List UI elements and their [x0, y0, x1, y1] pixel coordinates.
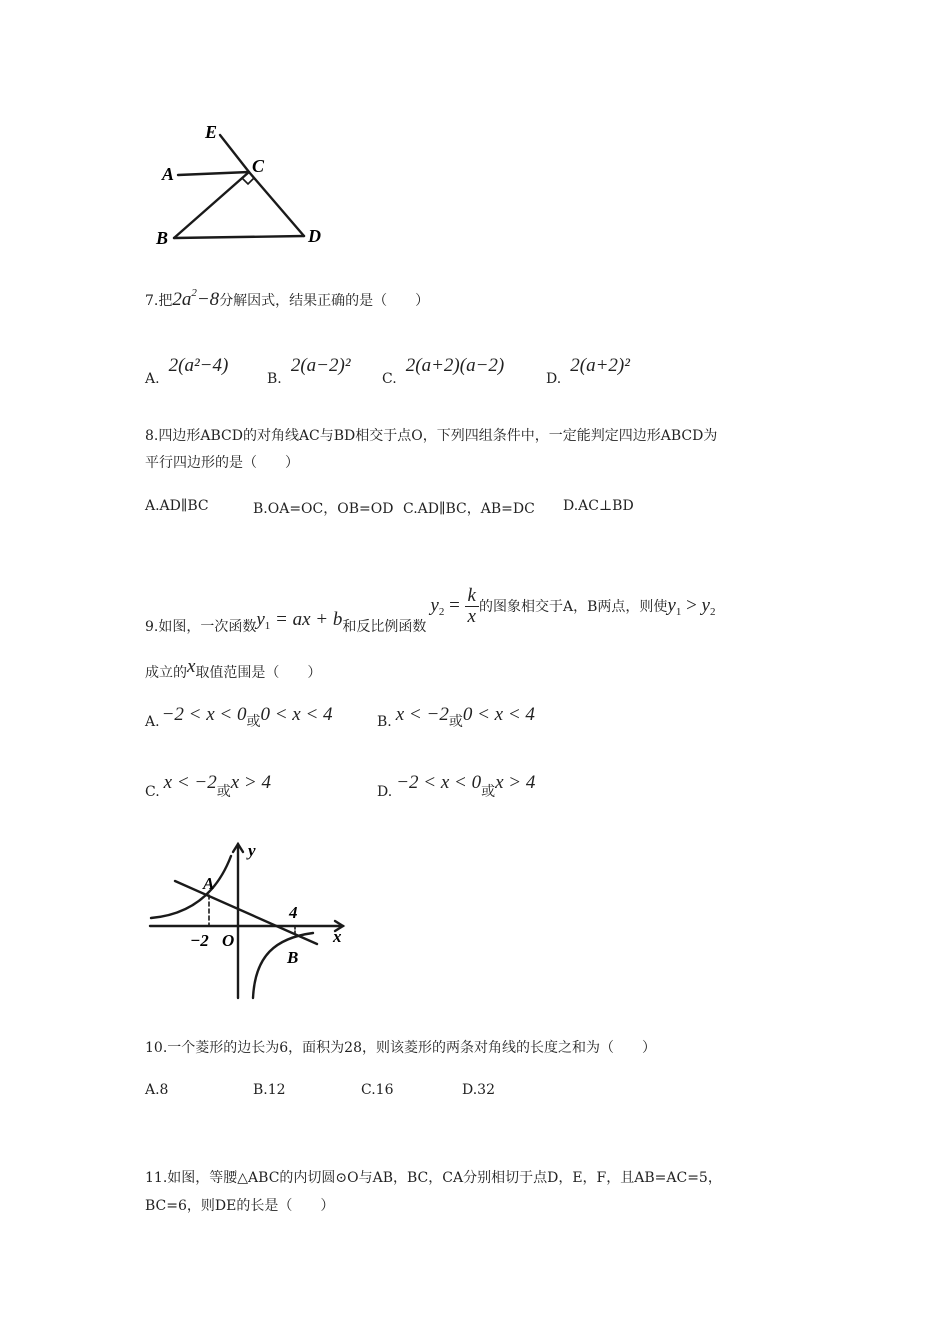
q9-x-variable: x: [187, 656, 196, 677]
q11-line-1: 11.如图，等腰△ABC的内切圆⊙O与AB，BC，CA分别相切于点D，E，F，且AB=AC=5，: [145, 1170, 722, 1186]
q10-question: 10.一个菱形的边长为6，面积为28，则该菱形的两条对角线的长度之和为（ ）: [145, 1040, 656, 1056]
graph-label-x: x: [333, 927, 342, 946]
q7-option-b: B. 2(a−2)²: [267, 355, 351, 387]
q9-option-d: D. −2 < x < 0或x > 4: [377, 772, 536, 800]
label-a: A: [162, 164, 175, 184]
graph-label-y: y: [248, 841, 256, 860]
q9-part-4: 成立的: [145, 665, 187, 681]
q9-option-c: C. x < −2或x > 4: [145, 772, 272, 800]
q8-option-c: C.AD∥BC，AB=DC: [403, 501, 535, 517]
q7-option-a: A. 2(a²−4): [145, 355, 229, 387]
q7-option-c: C. 2(a+2)(a−2): [382, 355, 505, 387]
q9-part-5: 取值范围是（ ）: [195, 665, 322, 681]
q9-part-1: 9.如图，一次函数: [145, 618, 257, 635]
label-e: E: [205, 122, 218, 142]
q8-option-b: B.OA=OC，OB=OD: [253, 501, 394, 517]
q8-option-d: D.AC⊥BD: [563, 498, 634, 514]
q8-line-1: 8.四边形ABCD的对角线AC与BD相交于点O，下列四组条件中，一定能判定四边形ABCD为: [145, 428, 718, 444]
q9-y2-expression: $y_2$ = $\frac{k}{x}$: [430, 595, 479, 616]
q11-line-2: BC=6，则DE的长是（ ）: [145, 1198, 335, 1214]
label-c: C: [252, 156, 265, 176]
q9-part-2: 和反比例函数: [342, 618, 427, 635]
line-ec: [220, 135, 249, 172]
hyperbola-branch-right: [253, 933, 313, 998]
graph-label-4: 4: [289, 903, 298, 922]
line-cb: [174, 172, 249, 238]
line-bd: [174, 236, 304, 238]
q8-line-2: 平行四边形的是（ ）: [145, 455, 299, 471]
question-9-line-1: [145, 585, 716, 635]
line-ac: [178, 172, 249, 175]
label-b: B: [156, 228, 169, 248]
q9-part-3: 的图象相交于A，B两点，则使: [478, 598, 668, 615]
graph-label-a: A: [203, 874, 215, 893]
q10-option-a: A.8: [145, 1082, 169, 1098]
question-9-line-2: [145, 656, 322, 683]
q7-option-d: D. 2(a+2)²: [546, 355, 630, 387]
q8-option-a: A.AD∥BC: [145, 498, 209, 514]
q10-option-c: C.16: [361, 1082, 394, 1098]
q10-option-b: B.12: [253, 1082, 286, 1098]
figure-function-graph: [145, 838, 355, 1003]
q10-option-d: D.32: [462, 1082, 495, 1098]
q7-expression: $2a^2-8$: [172, 287, 220, 310]
q9-option-a: A. −2 < x < 0或0 < x < 4: [145, 704, 333, 730]
graph-label-o: O: [222, 931, 235, 950]
right-angle-mark: [242, 178, 254, 184]
q7-prefix: 把: [158, 293, 173, 309]
q9-inequality: $y_1 > y_2$: [667, 594, 716, 618]
graph-label-neg2: −2: [190, 931, 209, 950]
label-d: D: [308, 226, 321, 246]
figure-triangle-abcd: [150, 120, 340, 250]
q9-y1-expression: $y_1$ = ax + b: [256, 608, 343, 632]
q7-suffix: 分解因式，结果正确的是（ ）: [219, 293, 430, 309]
q7-number: 7.: [145, 293, 159, 309]
q9-option-b: B. x < −2或0 < x < 4: [377, 704, 535, 730]
graph-label-b: B: [287, 948, 299, 967]
line-cd: [249, 172, 304, 236]
question-7: [145, 287, 430, 311]
